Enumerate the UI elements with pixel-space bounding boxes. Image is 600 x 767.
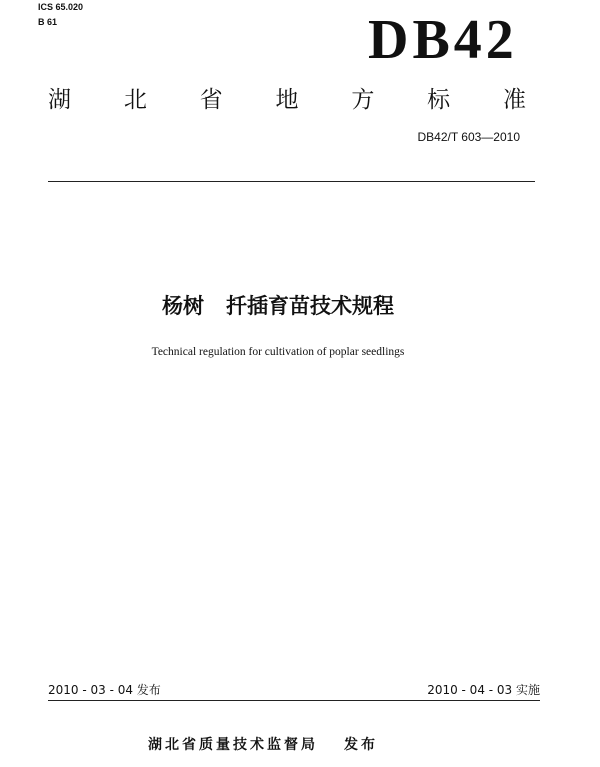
category-char: 地 (275, 87, 299, 113)
standard-number: DB42/T 603—2010 (417, 130, 520, 144)
english-title: Technical regulation for cultivation of poplar seedlings (151, 346, 405, 358)
issue-date: 2010 - 03 - 04 发布 (48, 683, 161, 697)
header-divider (48, 181, 535, 182)
publisher (148, 736, 378, 754)
category-char: 准 (502, 87, 526, 113)
ics-code: ICS 65.020 (38, 2, 84, 12)
category-char: 方 (351, 87, 375, 113)
ccs-code: B 61 (38, 17, 58, 27)
publisher-action: 发布 (344, 737, 378, 753)
standard-code-logo: DB42 (368, 9, 518, 71)
category-char: 北 (123, 87, 147, 113)
footer-divider (48, 700, 540, 701)
category-char: 标 (427, 87, 451, 113)
document-title (0, 293, 556, 319)
publisher-name: 湖北省质量技术监督局 (148, 737, 318, 753)
implementation-date: 2010 - 04 - 03 实施 (427, 683, 540, 697)
title-subject: 杨树 (162, 294, 204, 318)
category-char: 省 (199, 87, 223, 113)
category-char: 湖 (48, 87, 71, 113)
standard-category (48, 86, 526, 114)
title-main: 扦插育苗技术规程 (226, 294, 394, 318)
